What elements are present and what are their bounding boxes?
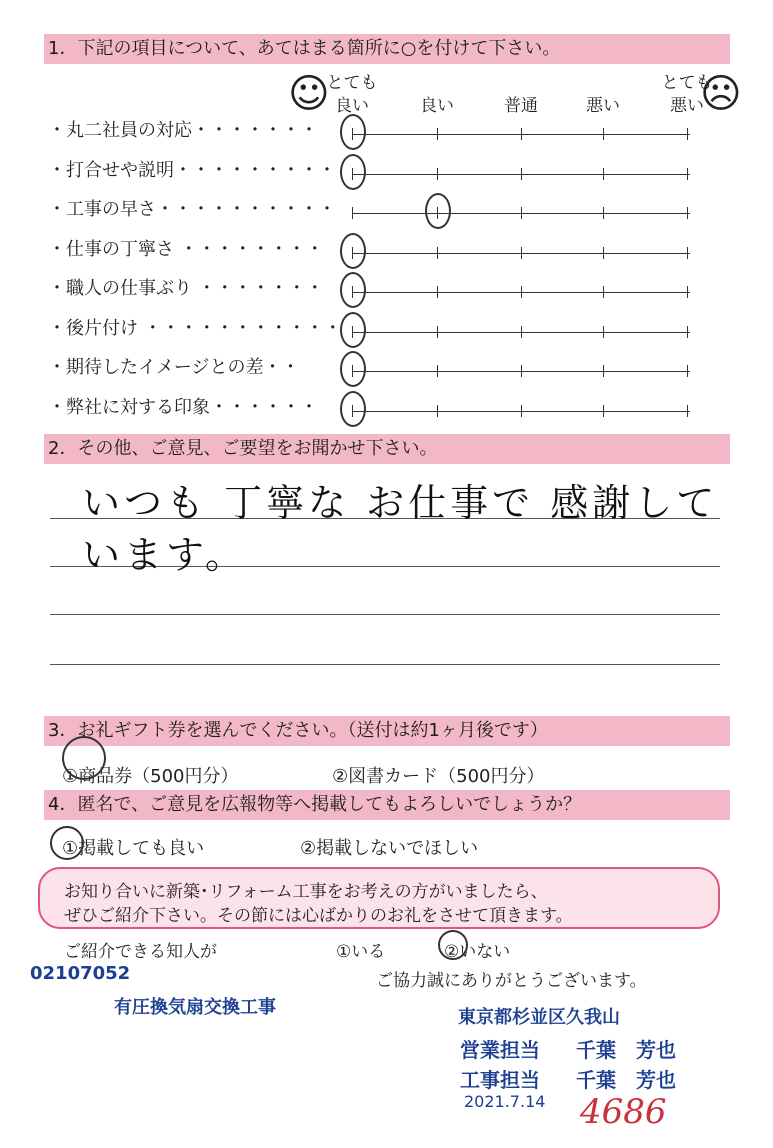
- work-name: 千葉 芳也: [576, 1068, 676, 1092]
- rating-option-tick[interactable]: [521, 365, 522, 377]
- section1-heading: 1．下記の項目について、あてはまる箇所に○を付けて下さい。: [44, 34, 730, 64]
- rating-option-tick[interactable]: [521, 128, 522, 140]
- scale-header-1: 良い: [420, 96, 454, 116]
- section4-heading: 4．匿名で、ご意見を広報物等へ掲載してもよろしいでしょうか？: [44, 790, 730, 820]
- smile-icon: ☺: [288, 71, 330, 117]
- rating-option-tick[interactable]: [687, 168, 688, 180]
- section2-heading: 2．その他、ご意見、ご要望をお聞かせ下さい。: [44, 434, 730, 464]
- scale-header-top-4: とても: [661, 73, 713, 93]
- rating-option-tick[interactable]: [437, 365, 438, 377]
- rating-selection-circle: [340, 312, 366, 348]
- comment-line-4: [50, 664, 720, 665]
- sales-label: 営業担当: [460, 1038, 540, 1062]
- rating-selection-circle: [340, 351, 366, 387]
- rating-option-tick[interactable]: [687, 247, 688, 259]
- scale-header-4: 悪い: [670, 96, 704, 116]
- rating-selection-circle: [340, 272, 366, 308]
- rating-selection-circle: [340, 391, 366, 427]
- rating-option-tick[interactable]: [603, 286, 604, 298]
- handwritten-comment-2: います。: [82, 533, 247, 577]
- section3-heading: 3．お礼ギフト券を選んでください。（送付は約1ヶ月後です）: [44, 716, 730, 746]
- scale-header-2: 普通: [504, 96, 538, 116]
- rating-item-label: ・後片付け ・・・・・・・・・・・: [48, 318, 342, 339]
- rating-item-label: ・職人の仕事ぶり ・・・・・・・: [48, 278, 324, 299]
- rating-option-tick[interactable]: [437, 168, 438, 180]
- rating-option-tick[interactable]: [437, 405, 438, 417]
- scale-header-0: 良い: [335, 96, 369, 116]
- work-label: 工事担当: [460, 1068, 540, 1092]
- rating-item-label: ・工事の早さ・・・・・・・・・・: [48, 199, 336, 220]
- referral-line-1: お知り合いに新築･リフォーム工事をお考えの方がいましたら、: [64, 882, 548, 902]
- rating-item-label: ・弊社に対する印象・・・・・・: [48, 397, 318, 418]
- date: 2021.7.14: [464, 1092, 546, 1111]
- referral-option-2[interactable]: ②いない: [444, 942, 511, 962]
- thanks-text: ご協力誠にありがとうございます。: [376, 971, 647, 991]
- publish-selection-circle: [50, 826, 84, 860]
- publish-option-1[interactable]: ①掲載しても良い: [62, 838, 205, 859]
- rating-option-tick[interactable]: [687, 326, 688, 338]
- rating-option-tick[interactable]: [437, 286, 438, 298]
- referral-box: [38, 867, 720, 929]
- rating-option-tick[interactable]: [521, 207, 522, 219]
- gift-option-2[interactable]: ②図書カード（500円分）: [332, 766, 545, 787]
- rating-option-tick[interactable]: [521, 286, 522, 298]
- rating-option-tick[interactable]: [603, 365, 604, 377]
- comment-line-3: [50, 614, 720, 615]
- rating-option-tick[interactable]: [603, 405, 604, 417]
- rating-option-tick[interactable]: [687, 365, 688, 377]
- rating-option-tick[interactable]: [521, 247, 522, 259]
- rating-option-tick[interactable]: [603, 168, 604, 180]
- rating-option-tick[interactable]: [437, 326, 438, 338]
- rating-option-tick[interactable]: [521, 326, 522, 338]
- scale-header-3: 悪い: [586, 96, 620, 116]
- handwritten-comment-1: いつも 丁寧な お仕事で 感謝して: [82, 481, 719, 525]
- rating-option-tick[interactable]: [603, 207, 604, 219]
- sales-name: 千葉 芳也: [576, 1038, 676, 1062]
- scale-header-top-0: とても: [326, 73, 378, 93]
- rating-option-tick[interactable]: [687, 405, 688, 417]
- rating-option-tick[interactable]: [687, 128, 688, 140]
- job-title: 有圧換気扇交換工事: [114, 997, 276, 1018]
- rating-selection-circle: [340, 114, 366, 150]
- handwritten-number: 4686: [580, 1092, 667, 1132]
- rating-option-tick[interactable]: [687, 207, 688, 219]
- rating-option-tick[interactable]: [521, 168, 522, 180]
- rating-option-tick[interactable]: [352, 207, 353, 219]
- referral-option-1[interactable]: ①いる: [336, 942, 386, 962]
- rating-item-label: ・丸二社員の対応・・・・・・・: [48, 120, 318, 141]
- gift-option-1[interactable]: ①商品券（500円分）: [62, 766, 239, 787]
- customer-code: 02107052: [30, 963, 131, 984]
- address: 東京都杉並区久我山: [458, 1007, 620, 1028]
- rating-option-tick[interactable]: [603, 326, 604, 338]
- referral-selection-circle: [438, 930, 468, 960]
- rating-option-tick[interactable]: [603, 128, 604, 140]
- rating-item-label: ・期待したイメージとの差・・: [48, 357, 300, 378]
- rating-selection-circle: [425, 193, 451, 229]
- referral-question: ご紹介できる知人が: [64, 942, 217, 962]
- rating-selection-circle: [340, 233, 366, 269]
- gift-selection-circle: [62, 736, 106, 780]
- publish-option-2[interactable]: ②掲載しないでほしい: [300, 838, 479, 859]
- rating-selection-circle: [340, 154, 366, 190]
- rating-option-tick[interactable]: [603, 247, 604, 259]
- rating-option-tick[interactable]: [437, 128, 438, 140]
- rating-option-tick[interactable]: [437, 247, 438, 259]
- rating-item-label: ・打合せや説明・・・・・・・・・: [48, 160, 336, 181]
- rating-option-tick[interactable]: [687, 286, 688, 298]
- rating-option-tick[interactable]: [521, 405, 522, 417]
- rating-item-label: ・仕事の丁寧さ ・・・・・・・・: [48, 239, 324, 260]
- frown-icon: ☹: [700, 71, 742, 117]
- referral-line-2: ぜひご紹介下さい。その節には心ばかりのお礼をさせて頂きます。: [64, 906, 573, 926]
